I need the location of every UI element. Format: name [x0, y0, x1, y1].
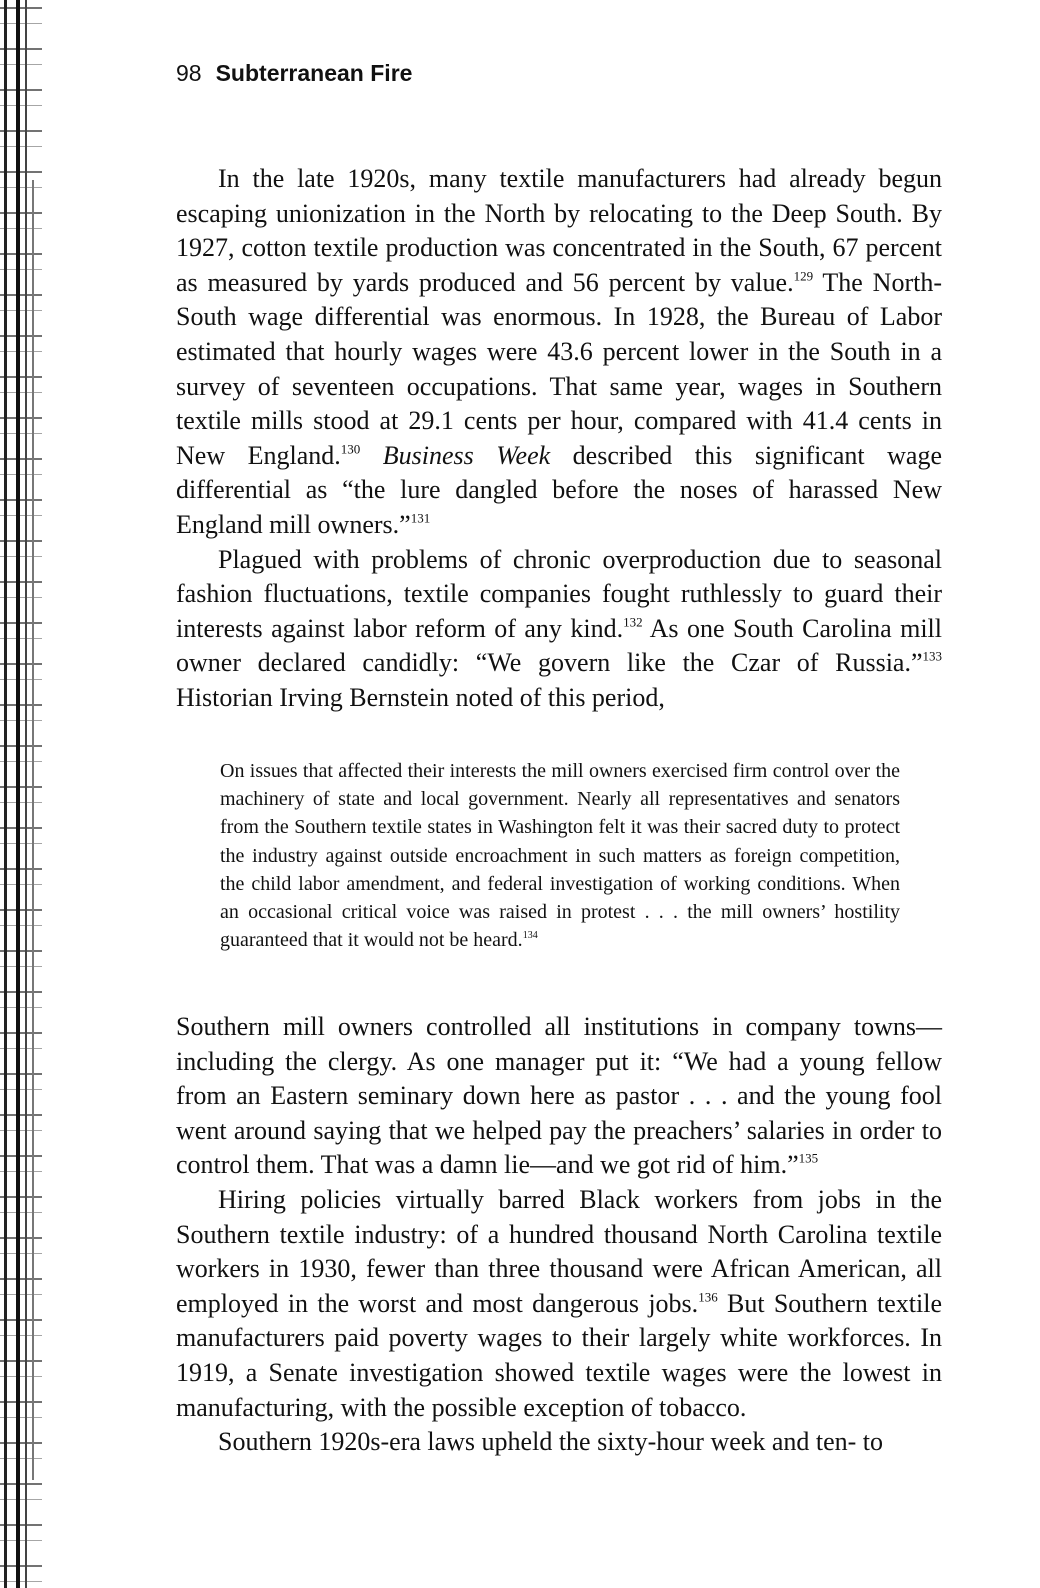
footnote-ref: 130: [340, 441, 361, 457]
footnote-ref: 134: [522, 930, 538, 942]
scan-binding-edge: [0, 0, 42, 1588]
footnote-ref: 131: [410, 510, 431, 526]
paragraph: Plagued with problems of chronic overproduction due to seasonal fashion fluctuations, textile companies fought ruthlessly to guard their interests against labor reform of any kind.$^{132}$ As one South Carolina mill owner declared candidly: “We govern like the Czar of Russia.”$^{133}$ Historian Irving Bernstein noted of this period,: [176, 544, 942, 712]
paragraph: Southern mill owners controlled all institutions in company towns—including the clergy. As one manager put it: “We had a young fellow from an Eastern seminary down here as pastor . . . and the young fool went around saying that we helped pay the preachers’ salaries in order to control them. That was a damn lie—and we got rid of him.”$^{135}$: [176, 1012, 942, 1180]
footnote-ref: 133: [922, 648, 942, 664]
body-section-2: [176, 1010, 942, 1460]
book-title: Subterranean Fire: [215, 60, 413, 86]
paragraph: In the late 1920s, many textile manufacturers had already begun escaping unionization in the North by relocating to the Deep South. By 1927, cotton textile production was concentrated in the South, 67 percent as measured by yards produced and 56 percent by value.$^{129}$ The North-South wage differential was enormous. In 1928, the Bureau of Labor estimated that hourly wages were 43.6 percent lower in the South in a survey of seventeen occupations. That same year, wages in Southern textile mills stood at 29.1 cents per hour, compared with 41.4 cents in New England.$^{130}$ Business Week described this significant wage differential as “the lure dangled before the noses of harassed New England mill owners.”$^{131}$: [176, 164, 942, 539]
footnote-ref: 129: [793, 268, 814, 284]
footnote-ref: 135: [798, 1150, 819, 1166]
footnote-ref: 136: [698, 1289, 718, 1305]
running-header: [176, 60, 412, 87]
page-number: 98: [176, 60, 202, 86]
paragraph: Hiring policies virtually barred Black workers from jobs in the Southern textile industry: of a hundred thousand North Carolina textile workers in 1930, fewer than three thousand were African American, all employed in the worst and most dangerous jobs.$^{136}$ But Southern textile manufacturers paid poverty wages to their largely white workforces. In 1919, a Senate investigation showed textile wages were the lowest in manufacturing, with the possible exception of tobacco.: [176, 1184, 942, 1422]
body-section-1: [176, 162, 942, 716]
block-quote: [220, 757, 900, 954]
footnote-ref: 132: [623, 614, 643, 630]
paragraph: Southern 1920s-era laws upheld the sixty-hour week and ten- to: [218, 1427, 884, 1457]
publication-title: Business Week: [382, 440, 551, 470]
quote-text: On issues that affected their interests the mill owners exercised firm control over the machinery of state and local government. Nearly all representatives and senators from the Southern textile states in Washington felt it was their sacred duty to protect the industry against outside encroachment in such matters as foreign competition, the child labor amendment, and federal investigation of working conditions. When an occasional critical voice was raised in protest . . . the mill owners’ hostility guaranteed that it would not be heard.$^{134}$: [220, 760, 900, 952]
